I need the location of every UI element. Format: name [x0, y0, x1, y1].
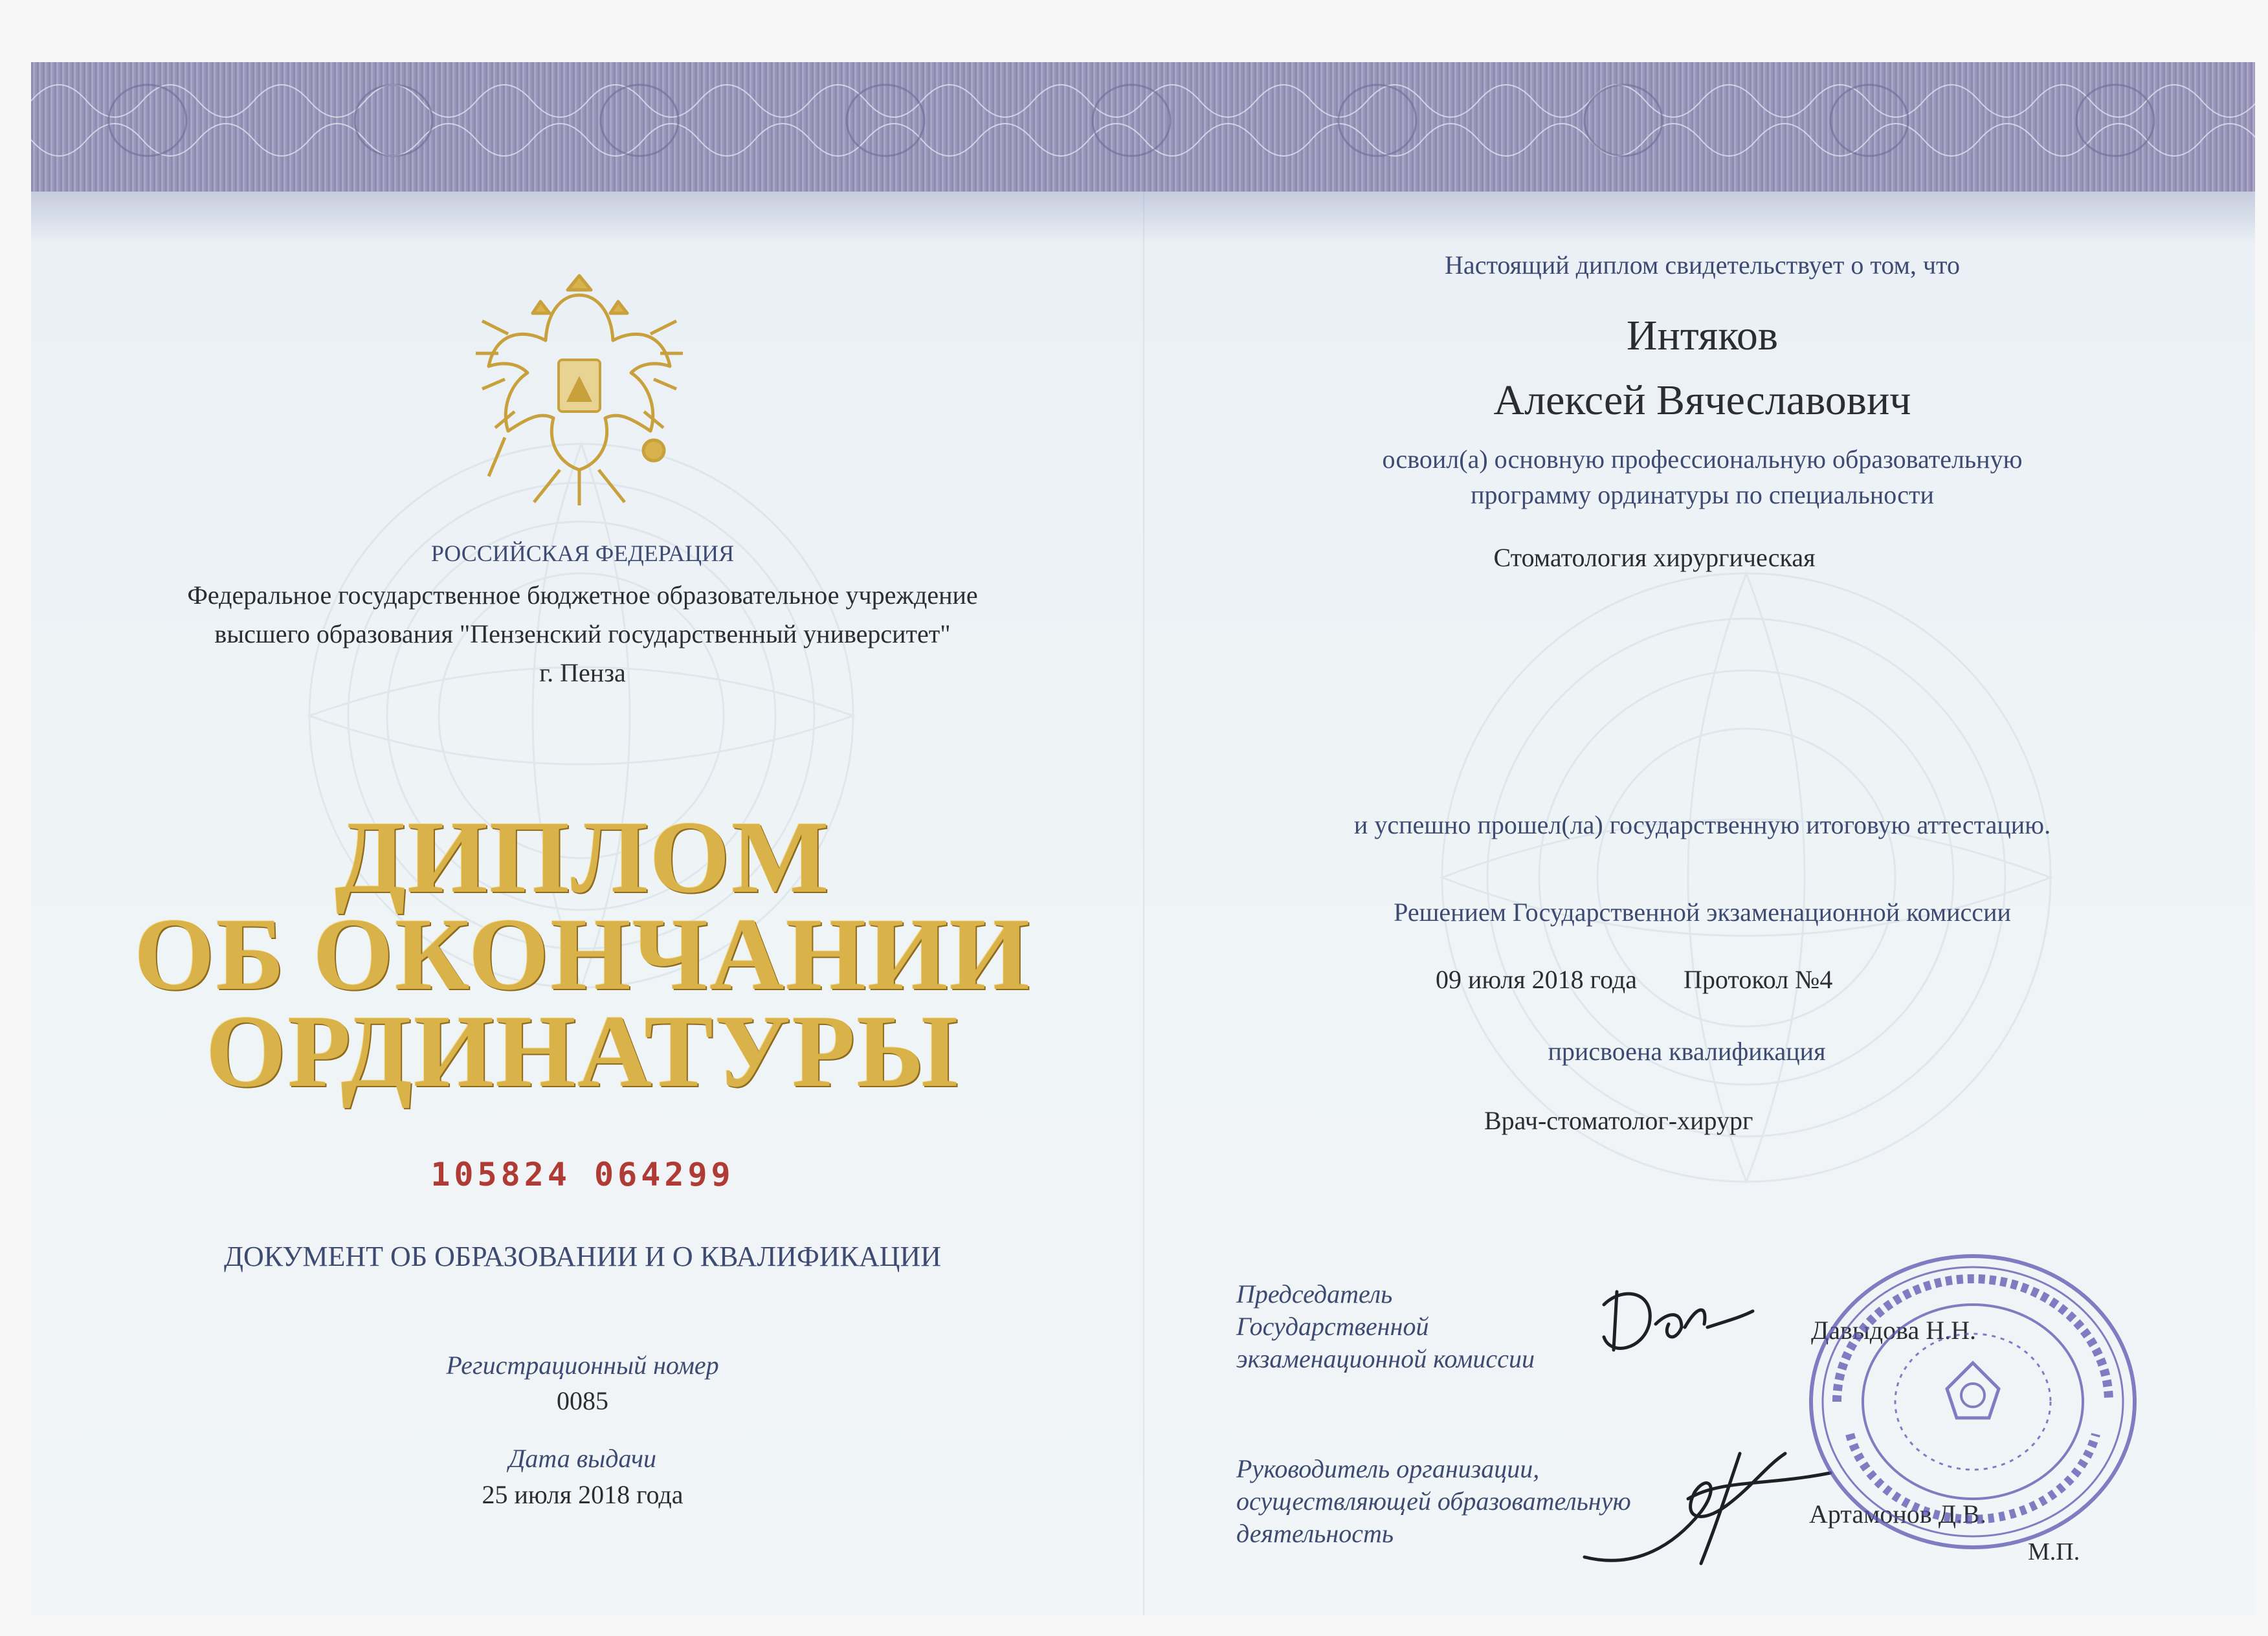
decision-date: 09 июля 2018 года — [1436, 965, 1638, 994]
diploma-title-line-2: ОБ ОКОНЧАНИИ — [134, 896, 1031, 1011]
head-name: Артамонов Д.В. — [1809, 1499, 1986, 1529]
chair-label-line-1: Председатель — [1236, 1279, 1393, 1309]
graduate-given-names: Алексей Вячеславович — [1493, 377, 1911, 424]
head-label-line-3: деятельность — [1236, 1519, 1394, 1548]
decision-text: Решением Государственной экзаменационной комиссии — [1394, 898, 2011, 927]
mastered-line-1: освоил(а) основную профессиональную образовательную — [1382, 445, 2023, 474]
intro-text: Настоящий диплом свидетельствует о том, что — [1445, 250, 1960, 280]
issue-date: 25 июля 2018 года — [482, 1480, 684, 1509]
document-type: ДОКУМЕНТ ОБ ОБРАЗОВАНИИ И О КВАЛИФИКАЦИИ — [223, 1241, 942, 1272]
protocol-number: Протокол №4 — [1684, 965, 1833, 994]
chair-label-line-2: Государственной — [1236, 1312, 1429, 1341]
fold-line — [1143, 192, 1144, 1615]
guilloche-band — [31, 62, 2255, 192]
seal-place-mark: М.П. — [2028, 1538, 2080, 1565]
chair-signature — [1578, 1266, 1772, 1376]
mastered-line-2: программу ординатуры по специальности — [1471, 480, 1934, 509]
institution-city: г. Пенза — [539, 658, 626, 687]
diploma-serial-number: 105824 064299 — [430, 1156, 735, 1193]
institution-line-2: высшего образования "Пензенский государственный университет" — [214, 619, 951, 648]
specialty: Стоматология хирургическая — [1493, 543, 1816, 572]
qualification-label: присвоена квалификация — [1548, 1037, 1826, 1066]
registration-number: 0085 — [557, 1386, 608, 1415]
double-headed-eagle-icon — [469, 256, 689, 515]
graduate-surname: Интяков — [1626, 312, 1779, 359]
institution-line-1: Федеральное государственное бюджетное образовательное учреждение — [187, 580, 978, 610]
chair-name: Давыдова Н.Н. — [1811, 1316, 1977, 1345]
diploma-sheet — [31, 62, 2255, 1615]
attestation-text: и успешно прошел(ла) государственную итоговую аттестацию. — [1353, 810, 2051, 839]
chair-label-line-3: экзаменационной комиссии — [1236, 1344, 1535, 1373]
registration-label: Регистрационный номер — [446, 1351, 719, 1380]
diploma-title-line-1: ДИПЛОМ — [335, 799, 830, 914]
head-label-line-1: Руководитель организации, — [1236, 1454, 1540, 1483]
head-label-line-2: осуществляющей образовательную — [1236, 1487, 1631, 1516]
issue-date-label: Дата выдачи — [508, 1444, 657, 1473]
qualification: Врач-стоматолог-хирург — [1484, 1106, 1753, 1135]
diploma-title-line-3: ОРДИНАТУРЫ — [205, 993, 960, 1109]
country-name: РОССИЙСКАЯ ФЕДЕРАЦИЯ — [430, 540, 735, 566]
background-rosette-right — [1423, 554, 2070, 1201]
round-seal-icon — [1792, 1240, 2154, 1564]
